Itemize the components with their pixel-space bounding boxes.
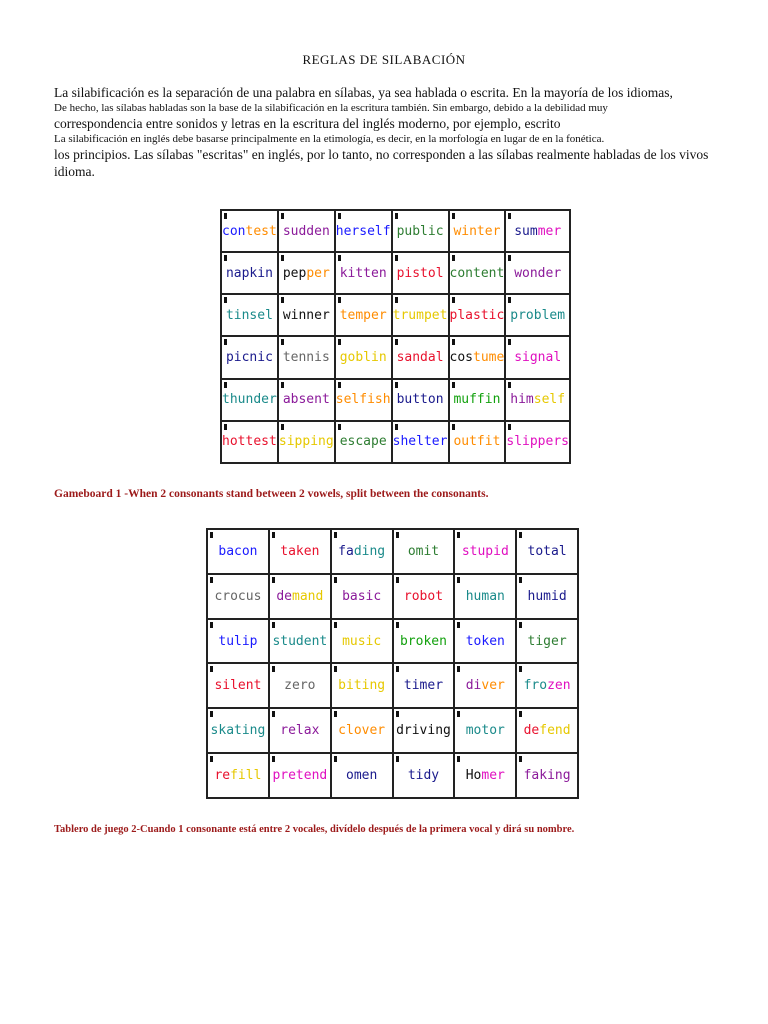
syllable: bacon	[218, 543, 258, 559]
word-cell	[269, 619, 331, 664]
syllable: picnic	[225, 350, 273, 366]
board-row	[207, 663, 578, 708]
word-cell	[207, 708, 269, 753]
syllable: de	[523, 723, 540, 739]
syllable: signal	[514, 350, 562, 366]
word-cell	[516, 753, 578, 798]
intro-line-4: La silabificación en inglés debe basarse principalmente en la etimología, es decir, en la morfología en lugar de en la fonética.	[54, 133, 605, 145]
word-cell	[449, 336, 506, 378]
board-row	[221, 252, 570, 294]
syllable: re	[214, 768, 231, 784]
intro-line-6: idioma.	[54, 164, 95, 179]
word-cell	[269, 574, 331, 619]
syllable: self	[533, 392, 566, 408]
syllable: ver	[481, 678, 505, 694]
syllable: di	[465, 678, 482, 694]
syllable: content	[449, 265, 505, 281]
syllable: timer	[403, 678, 444, 694]
syllable: slippers	[506, 434, 569, 450]
page-title: REGLAS DE SILABACIÓN	[302, 52, 466, 67]
word-cell	[331, 753, 393, 798]
syllable: fend	[539, 723, 571, 739]
word-cell	[207, 529, 269, 574]
syllable: pretend	[272, 768, 328, 784]
word-cell	[454, 708, 516, 753]
word-cell	[335, 210, 392, 252]
word-cell	[221, 252, 278, 294]
word-cell	[454, 753, 516, 798]
syllable: total	[527, 543, 567, 559]
word-cell	[516, 574, 578, 619]
board-row	[221, 421, 570, 463]
word-cell	[454, 663, 516, 708]
intro-line-2: De hecho, las sílabas habladas son la base de la silabificación en la escritura también. Sin embargo, debido a la debilidad muy	[54, 102, 608, 114]
word-cell	[516, 663, 578, 708]
syllable: zen	[547, 678, 571, 694]
syllable: faking	[523, 768, 571, 784]
word-cell	[392, 421, 449, 463]
word-cell	[505, 252, 570, 294]
board-row	[221, 294, 570, 336]
syllable: taken	[280, 543, 320, 559]
syllable: pistol	[396, 265, 444, 281]
syllable: selfish	[335, 392, 391, 408]
syllable: fa	[338, 543, 354, 559]
syllable: button	[396, 392, 444, 408]
word-cell	[505, 379, 570, 421]
word-cell	[393, 708, 455, 753]
syllable: public	[396, 223, 444, 239]
syllable: fill	[230, 768, 262, 784]
word-cell	[449, 252, 506, 294]
syllable: hottest	[222, 434, 277, 450]
word-cell	[393, 529, 455, 574]
syllable: pep	[282, 265, 307, 281]
word-cell	[278, 294, 335, 336]
syllable: robot	[403, 588, 444, 604]
word-cell	[331, 619, 393, 664]
board-row	[207, 619, 578, 664]
syllable: trumpet	[392, 307, 448, 323]
syllable: wonder	[514, 265, 562, 281]
word-cell	[449, 421, 506, 463]
syllable: tiger	[527, 633, 567, 649]
word-cell	[392, 336, 449, 378]
board-row	[221, 379, 570, 421]
word-cell	[221, 336, 278, 378]
syllable: skating	[210, 723, 266, 739]
word-cell	[335, 379, 392, 421]
word-cell	[393, 574, 455, 619]
syllable: mer	[481, 768, 505, 784]
syllable: plastic	[449, 307, 505, 323]
word-cell	[505, 294, 570, 336]
syllable: basic	[342, 588, 382, 604]
syllable: shelter	[392, 434, 448, 450]
syllable: problem	[510, 307, 566, 323]
word-cell	[278, 210, 335, 252]
syllable: sandal	[396, 350, 444, 366]
word-cell	[269, 753, 331, 798]
syllable: test	[245, 223, 277, 239]
syllable: fro	[523, 678, 548, 694]
syllable: tennis	[282, 350, 330, 366]
word-cell	[516, 708, 578, 753]
word-cell	[505, 421, 570, 463]
gameboard-1	[220, 209, 571, 464]
word-cell	[269, 529, 331, 574]
syllable: crocus	[214, 588, 262, 604]
syllable: Ho	[465, 768, 482, 784]
syllable: omen	[346, 768, 378, 784]
syllable: music	[342, 633, 382, 649]
syllable: goblin	[339, 350, 387, 366]
word-cell	[505, 336, 570, 378]
word-cell	[221, 294, 278, 336]
syllable: omit	[407, 543, 440, 559]
word-cell	[454, 574, 516, 619]
syllable: mand	[292, 588, 324, 604]
syllable: de	[276, 588, 292, 604]
word-cell	[449, 379, 506, 421]
word-cell	[393, 663, 455, 708]
syllable: tume	[473, 350, 505, 366]
board-row	[207, 574, 578, 619]
word-cell	[221, 210, 278, 252]
syllable: sudden	[282, 223, 330, 239]
gameboard-1-caption: Gameboard 1 -When 2 consonants stand between 2 vowels, split between the consonants.	[54, 488, 489, 500]
syllable: con	[222, 223, 246, 239]
word-cell	[392, 294, 449, 336]
board-row	[207, 708, 578, 753]
syllable: token	[465, 633, 505, 649]
word-cell	[454, 619, 516, 664]
syllable: motor	[465, 723, 505, 739]
word-cell	[393, 753, 455, 798]
word-cell	[516, 529, 578, 574]
word-cell	[392, 379, 449, 421]
syllable: kitten	[339, 265, 387, 281]
syllable: winner	[282, 307, 330, 323]
syllable: per	[306, 265, 330, 281]
syllable: clover	[338, 723, 386, 739]
syllable: mer	[537, 223, 562, 239]
intro-line-3: correspondencia entre sonidos y letras en la escritura del inglés moderno, por ejemplo, escrito	[54, 116, 561, 131]
syllable: relax	[280, 723, 320, 739]
syllable: tulip	[218, 633, 258, 649]
syllable: ding	[353, 543, 386, 559]
word-cell	[278, 379, 335, 421]
syllable: thunder	[222, 392, 277, 408]
syllable: cos	[449, 350, 474, 366]
syllable: escape	[339, 434, 387, 450]
syllable: herself	[335, 223, 391, 239]
syllable: him	[510, 392, 534, 408]
syllable: sum	[514, 223, 538, 239]
syllable: zero	[284, 678, 316, 694]
syllable: napkin	[225, 265, 273, 281]
syllable: muffin	[453, 392, 501, 408]
word-cell	[335, 252, 392, 294]
word-cell	[278, 252, 335, 294]
syllable: outfit	[453, 434, 501, 450]
word-cell	[454, 529, 516, 574]
word-cell	[221, 379, 278, 421]
board-row	[207, 529, 578, 574]
word-cell	[207, 619, 269, 664]
word-cell	[449, 294, 506, 336]
word-cell	[335, 336, 392, 378]
intro-line-1: La silabificación es la separación de una palabra en sílabas, ya sea hablada o escrita. En la mayoría de los idiomas,	[54, 85, 673, 100]
word-cell	[269, 663, 331, 708]
syllable: driving	[396, 723, 451, 739]
word-cell	[449, 210, 506, 252]
gameboard-2-caption: Tablero de juego 2-Cuando 1 consonante está entre 2 vocales, divídelo después de la primera vocal y dirá su nombre.	[54, 824, 575, 835]
word-cell	[207, 574, 269, 619]
word-cell	[221, 421, 278, 463]
board-row	[221, 336, 570, 378]
word-cell	[392, 252, 449, 294]
board-row	[221, 210, 570, 252]
syllable: sipping	[278, 434, 334, 450]
syllable: temper	[339, 307, 387, 323]
word-cell	[331, 529, 393, 574]
syllable: human	[465, 588, 505, 604]
syllable: biting	[338, 678, 386, 694]
syllable: absent	[282, 392, 330, 408]
board-row	[207, 753, 578, 798]
word-cell	[392, 210, 449, 252]
word-cell	[331, 574, 393, 619]
word-cell	[335, 294, 392, 336]
word-cell	[207, 753, 269, 798]
intro-line-5: los principios. Las sílabas "escritas" en inglés, por lo tanto, no corresponden a las sílabas realmente habladas de los vivos	[54, 147, 709, 162]
gameboard-2	[206, 528, 579, 799]
intro-text	[54, 84, 734, 180]
syllable: broken	[399, 633, 447, 649]
word-cell	[331, 663, 393, 708]
syllable: tinsel	[225, 307, 273, 323]
word-cell	[335, 421, 392, 463]
syllable: humid	[527, 588, 567, 604]
word-cell	[207, 663, 269, 708]
syllable: winter	[453, 223, 501, 239]
word-cell	[393, 619, 455, 664]
syllable: stupid	[461, 543, 509, 559]
word-cell	[278, 421, 335, 463]
word-cell	[516, 619, 578, 664]
word-cell	[331, 708, 393, 753]
syllable: tidy	[407, 768, 440, 784]
syllable: silent	[214, 678, 262, 694]
word-cell	[269, 708, 331, 753]
syllable: student	[272, 633, 328, 649]
word-cell	[278, 336, 335, 378]
word-cell	[505, 210, 570, 252]
